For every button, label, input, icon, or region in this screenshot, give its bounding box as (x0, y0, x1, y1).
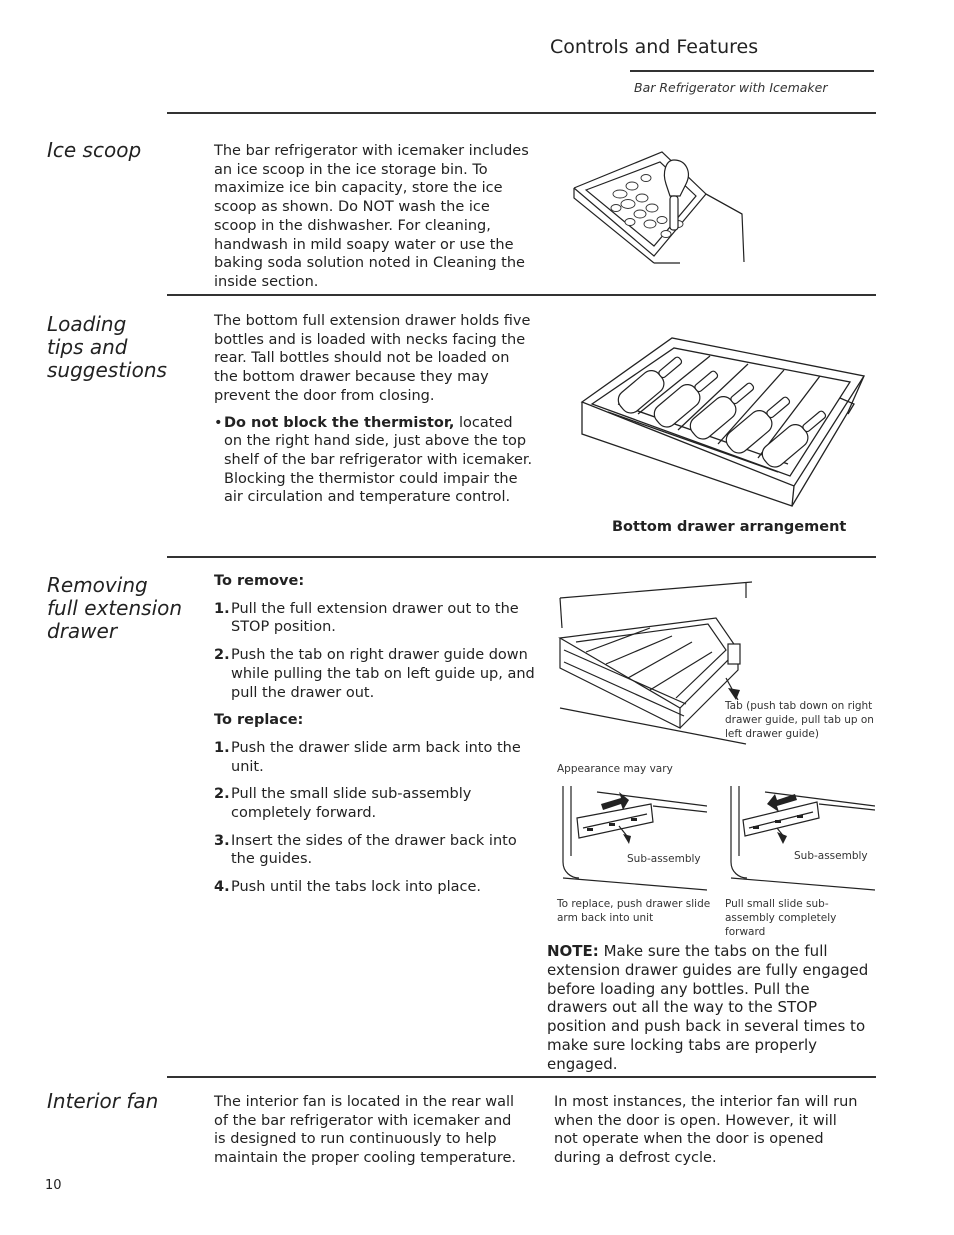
ice-scoop-illustration (570, 148, 748, 266)
section-title-removing: Removing full extension drawer (47, 573, 183, 643)
list-item: 2. Push the tab on right drawer guide down while pulling the tab on left guide up, and pull the drawer out. (214, 647, 535, 701)
bottom-drawer-caption: Bottom drawer arrangement (612, 519, 847, 535)
replace-slide-illustration (557, 782, 707, 892)
to-replace-heading: To replace: (214, 712, 304, 729)
bottom-drawer-illustration (578, 334, 868, 510)
sub-assembly-label-right: Sub-assembly (794, 850, 868, 862)
list-item: 1. Pull the full extension drawer out to the STOP position. (214, 600, 519, 636)
ice-scoop-text: The bar refrigerator with icemaker includes an ice scoop in the ice storage bin. To maximize ice bin capacity, store the ice scoop as shown. Do NOT wash the ice scoop in the dishwasher. For cleaning, handwash in mild soapy water or use the baking soda solution noted in Cleaning the inside section. (214, 143, 529, 290)
interior-fan-text-1: The interior fan is located in the rear wall of the bar refrigerator with icemaker and is designed to run continuously to help maintain the proper cooling temperature. (214, 1094, 516, 1167)
section-title-interior-fan: Interior fan (47, 1089, 159, 1113)
bullet-dot: • (214, 414, 223, 431)
pull-slide-illustration (725, 782, 875, 892)
section-title-ice-scoop: Ice scoop (47, 138, 142, 162)
drawer-note: NOTE: Make sure the tabs on the full extension drawer guides are fully engaged before loading any bottles. Pull the drawers out all the way to the STOP position and push back in several times to make sure locking tabs are properly engaged. (547, 942, 869, 1073)
thermistor-bullet: • Do not block the thermistor, located on the right hand side, just above the top shelf of the bar refrigerator with icemaker. Blocking the thermistor could impair the air circulation and temperature control. (214, 414, 533, 506)
list-item: 3. Insert the sides of the drawer back into the guides. (214, 832, 517, 868)
list-item: 4. Push until the tabs lock into place. (214, 879, 481, 896)
section-divider (167, 556, 876, 558)
removing-instructions (214, 572, 536, 906)
header-divider (630, 70, 874, 72)
tab-caption: Tab (push tab down on right drawer guide, pull tab up on left drawer guide) (725, 700, 874, 740)
appearance-note: Appearance may vary (557, 763, 673, 775)
right-slide-caption: Pull small slide sub-assembly completely forward (725, 898, 837, 938)
section-divider (167, 112, 876, 114)
to-remove-heading: To remove: (214, 573, 305, 589)
left-slide-caption: To replace, push drawer slide arm back into unit (557, 898, 711, 924)
sub-assembly-label-left: Sub-assembly (627, 853, 701, 865)
section-divider (167, 1076, 876, 1078)
page-title: Controls and Features (550, 36, 759, 58)
list-item: 1. Push the drawer slide arm back into the unit. (214, 739, 521, 775)
interior-fan-text-2: In most instances, the interior fan will run when the door is open. However, it will not operate when the door is opened during a defrost cycle. (554, 1094, 858, 1167)
page-number: 10 (45, 1178, 62, 1193)
page-subtitle: Bar Refrigerator with Icemaker (634, 80, 828, 95)
section-title-loading: Loading tips and suggestions (47, 312, 167, 382)
list-item: 2. Pull the small slide sub-assembly completely forward. (214, 786, 472, 822)
loading-text: The bottom full extension drawer holds five bottles and is loaded with necks facing the rear. Tall bottles should not be loaded on the bottom drawer because they may prevent the door from closing. • Do not block the thermistor, located on the right hand side, just above the top shelf of the bar refrigerator with icemaker. Blocking the thermistor could impair the air circulation and temperature control. (214, 313, 533, 506)
section-divider (167, 294, 876, 296)
